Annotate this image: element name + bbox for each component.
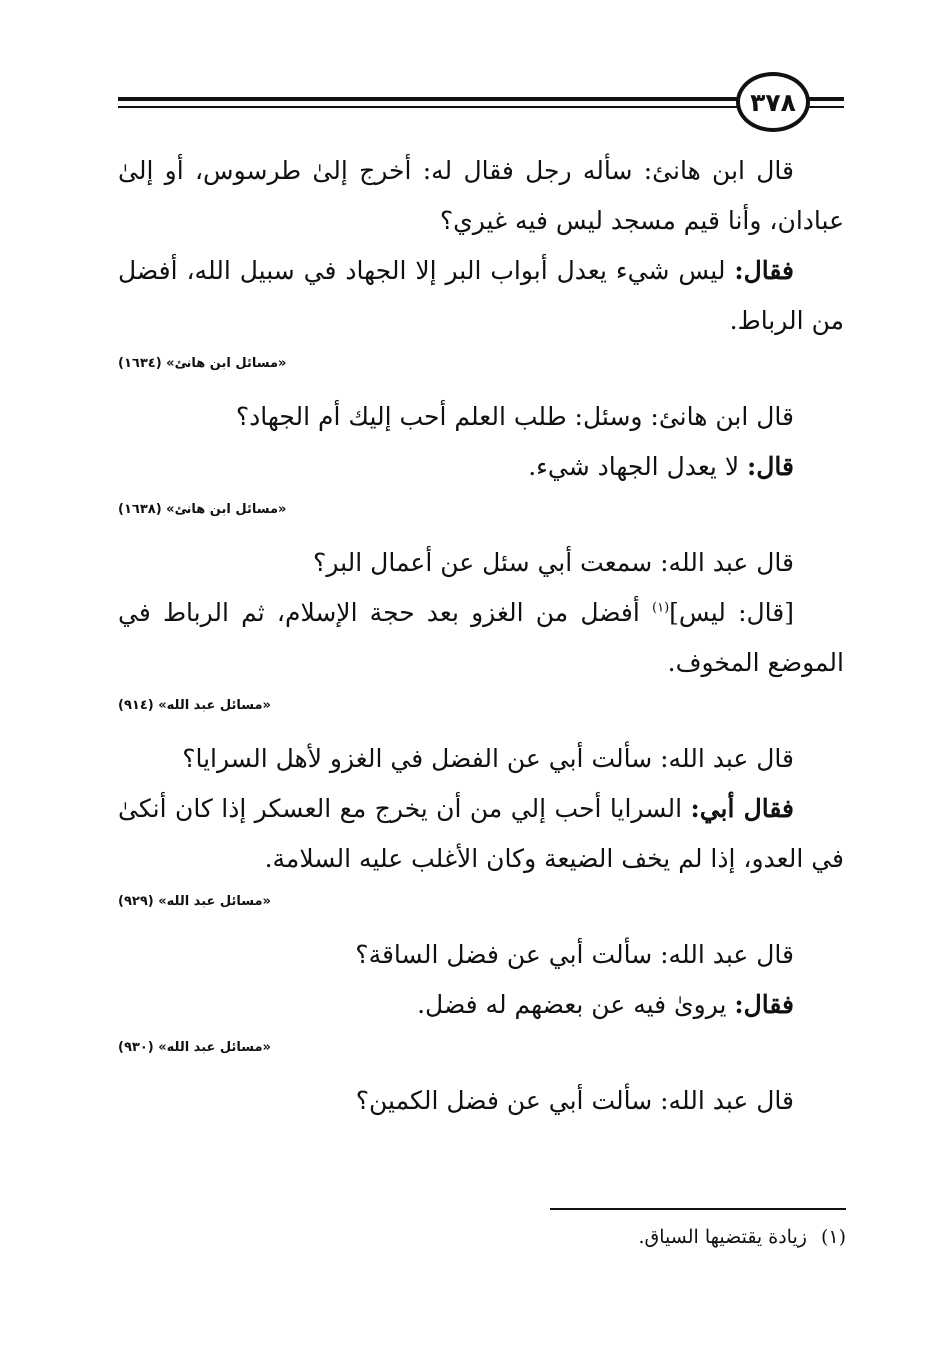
header-rule-thick	[118, 97, 738, 101]
page-number-text: ٣٧٨	[750, 87, 796, 117]
page-number	[736, 72, 810, 132]
footnote-text: زيادة يقتضيها السياق.	[638, 1226, 807, 1248]
speaker-label: قال:	[747, 452, 794, 481]
header-rule-thin	[118, 106, 738, 108]
speaker-label: فقال أبي:	[690, 794, 794, 823]
source-citation: «مسائل عبد الله» (٩٣٠)	[118, 1040, 271, 1055]
header-rule-thin-right	[808, 106, 844, 108]
source-citation: «مسائل ابن هانئ» (١٦٣٨)	[118, 502, 287, 517]
paragraph: فقال: يروىٰ فيه عن بعضهم له فضل.	[417, 990, 794, 1019]
footnote-reference[interactable]: (١)	[652, 600, 670, 616]
header-rule-thick-right	[808, 97, 844, 101]
paragraph: قال ابن هانئ: وسئل: طلب العلم أحب إليك أم الجهاد؟	[235, 402, 794, 431]
speaker-label: فقال:	[734, 256, 794, 285]
paragraph: قال عبد الله: سألت أبي عن فضل الكمين؟	[355, 1086, 794, 1115]
source-citation: «مسائل ابن هانئ» (١٦٣٤)	[118, 356, 287, 371]
footnote	[500, 1222, 846, 1252]
paragraph: قال: لا يعدل الجهاد شيء.	[528, 452, 794, 481]
source-citation: «مسائل عبد الله» (٩٢٩)	[118, 894, 271, 909]
footnote-number: (١)	[820, 1226, 846, 1248]
speaker-label: فقال:	[734, 990, 794, 1019]
paragraph: فقال: ليس شيء يعدل أبواب البر إلا الجهاد في سبيل الله، أفضل من الرباط.	[118, 256, 844, 335]
paragraph: قال ابن هانئ: سأله رجل فقال له: أخرج إلىٰ طرسوس، أو إلىٰ عبادان، وأنا قيم مسجد ليس فيه غيري؟	[118, 156, 844, 235]
paragraph: قال عبد الله: سألت أبي عن الفضل في الغزو لأهل السرايا؟	[182, 744, 794, 773]
paragraph: [قال: ليس]$^{(١)}$ أفضل من الغزو بعد حجة الإسلام، ثم الرباط في الموضع المخوف.	[118, 598, 844, 677]
paragraph: فقال أبي: السرايا أحب إلي من أن يخرج مع العسكر إذا كان أنكىٰ في العدو، إذا لم يخف الضيعة وكان الأغلب عليه السلامة.	[118, 794, 844, 873]
source-citation: «مسائل عبد الله» (٩١٤)	[118, 698, 271, 713]
paragraph: قال عبد الله: سمعت أبي سئل عن أعمال البر؟	[313, 548, 794, 577]
paragraph: قال عبد الله: سألت أبي عن فضل الساقة؟	[355, 940, 794, 969]
footnote-separator	[550, 1208, 846, 1210]
page-body	[118, 146, 844, 1126]
